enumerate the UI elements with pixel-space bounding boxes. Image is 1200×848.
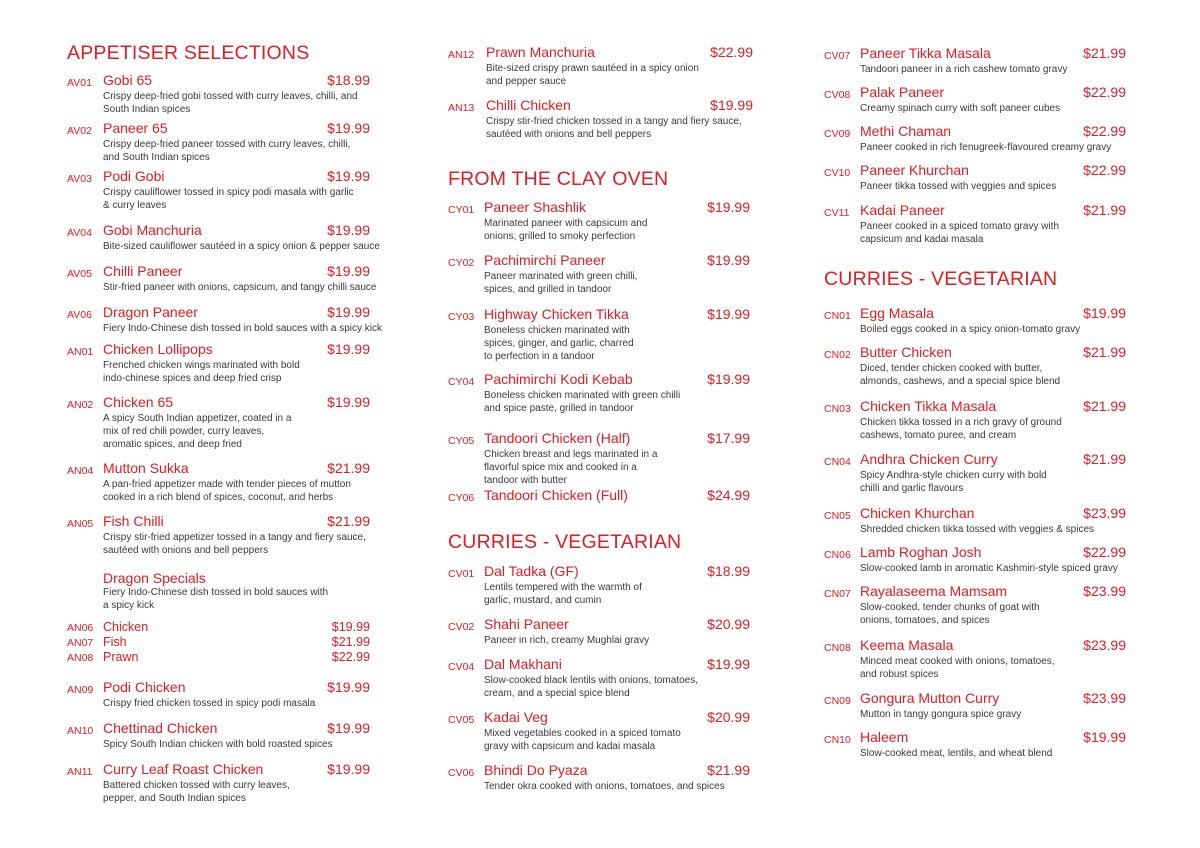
item-price: $21.99 <box>707 762 750 778</box>
item-description: Crispy fried chicken tossed in spicy podi masala <box>103 698 316 709</box>
item-price: $19.99 <box>707 199 750 215</box>
item-price: $22.99 <box>1083 123 1126 139</box>
item-description: Paneer tikka tossed with veggies and spices <box>860 181 1057 192</box>
item-description: Slow-cooked meat, lentils, and wheat blend <box>860 748 1053 759</box>
item-description: Boiled eggs cooked in a spicy onion-tomato gravy <box>860 324 1081 335</box>
item-description: Boneless chicken marinated with spices, ginger, and garlic, charred to perfection in a tandoor <box>484 325 634 362</box>
item-code: CN04 <box>824 456 851 468</box>
item-code: CN06 <box>824 549 851 561</box>
item-name: Prawn <box>103 650 139 664</box>
item-price: $23.99 <box>1083 690 1126 706</box>
item-code: AN02 <box>67 399 94 411</box>
item-code: AV03 <box>67 173 92 185</box>
item-description: Paneer in rich, creamy Mughlai gravy <box>484 635 650 646</box>
item-price: $24.99 <box>707 487 750 503</box>
item-price: $21.99 <box>1083 202 1126 218</box>
item-price: $19.99 <box>331 620 370 634</box>
item-description: Stir-fried paneer with onions, capsicum, and tangy chilli sauce <box>103 282 377 293</box>
item-price: $22.99 <box>1083 162 1126 178</box>
item-name: Prawn Manchuria <box>486 44 595 60</box>
item-price: $20.99 <box>707 709 750 725</box>
item-code: AV06 <box>67 309 92 321</box>
item-code: CV11 <box>824 207 850 219</box>
item-name: Dal Tadka (GF) <box>484 563 579 579</box>
item-price: $21.99 <box>327 460 370 476</box>
item-name: Paneer Tikka Masala <box>860 45 991 61</box>
item-code: CN09 <box>824 695 851 707</box>
item-description: Diced, tender chicken cooked with butter, almonds, cashews, and a special spice blend <box>860 363 1061 387</box>
item-code: AN11 <box>67 766 93 778</box>
item-name: Chicken Lollipops <box>103 341 213 357</box>
item-code: CN02 <box>824 349 851 361</box>
item-code: CV09 <box>824 128 851 140</box>
item-description: Crispy deep-fried paneer tossed with curry leaves, chilli, and South Indian spices <box>103 139 351 163</box>
item-name: Paneer Shashlik <box>484 199 586 215</box>
item-price: $19.99 <box>327 720 370 736</box>
item-description: Paneer cooked in a spiced tomato gravy with capsicum and kadai masala <box>860 221 1059 245</box>
item-price: $19.99 <box>327 304 370 320</box>
item-price: $21.99 <box>1083 45 1126 61</box>
item-price: $20.99 <box>707 616 750 632</box>
item-description: Crispy deep-fried gobi tossed with curry leaves, chilli, and South Indian spices <box>103 91 358 115</box>
item-description: Paneer marinated with green chilli, spices, and grilled in tandoor <box>484 271 638 295</box>
item-price: $19.99 <box>327 120 370 136</box>
item-price: $19.99 <box>707 656 750 672</box>
item-price: $19.99 <box>707 252 750 268</box>
dragon-specials-description: Fiery Indo-Chinese dish tossed in bold sauces with a spicy kick <box>103 587 329 611</box>
item-name: Chicken Tikka Masala <box>860 398 997 414</box>
item-description: Slow-cooked, tender chunks of goat with onions, tomatoes, and spices <box>860 602 1040 626</box>
item-price: $17.99 <box>707 430 750 446</box>
item-code: CY03 <box>448 311 475 323</box>
item-code: AN06 <box>67 622 94 634</box>
item-description: Fiery Indo-Chinese dish tossed in bold sauces with a spicy kick <box>103 323 383 334</box>
item-description: Tender okra cooked with onions, tomatoes, and spices <box>484 781 725 792</box>
item-price: $19.99 <box>327 341 370 357</box>
item-code: CY06 <box>448 492 475 504</box>
item-price: $18.99 <box>327 72 370 88</box>
item-price: $19.99 <box>327 263 370 279</box>
item-name: Pachimirchi Paneer <box>484 252 606 268</box>
item-price: $19.99 <box>327 761 370 777</box>
item-code: CN03 <box>824 403 851 415</box>
item-description: Crispy cauliflower tossed in spicy podi masala with garlic & curry leaves <box>103 187 354 211</box>
item-price: $19.99 <box>1083 729 1126 745</box>
section-title-appetiser: APPETISER SELECTIONS <box>67 42 310 64</box>
item-price: $18.99 <box>707 563 750 579</box>
item-name: Gongura Mutton Curry <box>860 690 1000 706</box>
item-name: Palak Paneer <box>860 84 945 100</box>
item-name: Haleem <box>860 729 909 745</box>
item-description: Battered chicken tossed with curry leaves, pepper, and South Indian spices <box>103 780 290 804</box>
item-name: Kadai Veg <box>484 709 548 725</box>
item-code: CN10 <box>824 734 851 746</box>
item-code: AV02 <box>67 125 92 137</box>
dragon-special-row <box>67 620 387 636</box>
item-code: CV01 <box>448 568 475 580</box>
item-code: CN05 <box>824 510 851 522</box>
item-name: Chicken Khurchan <box>860 505 975 521</box>
item-name: Chilli Paneer <box>103 263 183 279</box>
item-name: Gobi Manchuria <box>103 222 202 238</box>
item-name: Chilli Chicken <box>486 97 571 113</box>
item-code: AN12 <box>448 49 475 61</box>
dragon-specials-title: Dragon Specials <box>103 570 206 586</box>
item-name: Paneer 65 <box>103 120 168 136</box>
item-description: Mixed vegetables cooked in a spiced tomato gravy with capsicum and kadai masala <box>484 728 681 752</box>
item-name: Dragon Paneer <box>103 304 198 320</box>
item-name: Mutton Sukka <box>103 460 189 476</box>
dragon-special-row <box>67 650 387 666</box>
item-code: AN13 <box>448 102 475 114</box>
item-code: CN07 <box>824 588 851 600</box>
item-price: $23.99 <box>1083 583 1126 599</box>
item-code: AN07 <box>67 637 94 649</box>
item-price: $19.99 <box>327 222 370 238</box>
item-description: Tandoori paneer in a rich cashew tomato gravy <box>860 64 1068 75</box>
item-code: CN08 <box>824 642 851 654</box>
item-description: Frenched chicken wings marinated with bold indo-chinese spices and deep fried crisp <box>103 360 300 384</box>
item-code: CV02 <box>448 621 475 633</box>
item-code: AV05 <box>67 268 92 280</box>
item-description: Bite-sized cauliflower sautéed in a spicy onion & pepper sauce <box>103 241 380 252</box>
item-price: $19.99 <box>707 371 750 387</box>
item-description: Shredded chicken tikka tossed with veggies & spices <box>860 524 1095 535</box>
item-code: CY04 <box>448 376 475 388</box>
item-description: Lentils tempered with the warmth of garlic, mustard, and cumin <box>484 582 642 606</box>
item-code: CY05 <box>448 435 475 447</box>
item-name: Podi Gobi <box>103 168 165 184</box>
item-price: $22.99 <box>331 650 370 664</box>
item-code: AN05 <box>67 518 94 530</box>
item-name: Methi Chaman <box>860 123 952 139</box>
item-description: Boneless chicken marinated with green chilli and spice paste, grilled in tandoor <box>484 390 681 414</box>
item-price: $21.99 <box>327 513 370 529</box>
item-name: Pachimirchi Kodi Kebab <box>484 371 633 387</box>
item-description: Chicken tikka tossed in a rich gravy of ground cashews, tomato puree, and cream <box>860 417 1062 441</box>
item-name: Lamb Roghan Josh <box>860 544 982 560</box>
item-code: CV10 <box>824 167 851 179</box>
item-code: AN08 <box>67 652 94 664</box>
item-description: Crispy stir-fried chicken tossed in a tangy and fiery sauce, sautéed with onions and bell peppers <box>486 116 742 140</box>
item-price: $19.99 <box>327 679 370 695</box>
item-description: Crispy stir-fried appetizer tossed in a tangy and fiery sauce, sautéed with onions and bell peppers <box>103 532 366 556</box>
item-code: CV04 <box>448 661 475 673</box>
item-price: $21.99 <box>1083 451 1126 467</box>
item-code: AN01 <box>67 346 94 358</box>
item-name: Chicken 65 <box>103 394 174 410</box>
item-name: Fish Chilli <box>103 513 164 529</box>
item-price: $23.99 <box>1083 505 1126 521</box>
section-title-curries-vegetarian: CURRIES - VEGETARIAN <box>448 531 682 553</box>
item-price: $19.99 <box>707 306 750 322</box>
item-description: Marinated paneer with capsicum and onions, grilled to smoky perfection <box>484 218 648 242</box>
item-code: CV07 <box>824 50 851 62</box>
item-description: A spicy South Indian appetizer, coated in a mix of red chili powder, curry leaves, aromatic spices, and deep fried <box>103 413 292 450</box>
item-description: Bite-sized crispy prawn sautéed in a spicy onion and pepper sauce <box>486 63 699 87</box>
item-price: $21.99 <box>331 635 370 649</box>
item-price: $19.99 <box>327 394 370 410</box>
item-code: AV04 <box>67 227 92 239</box>
item-code: AN04 <box>67 465 94 477</box>
item-description: Mutton in tangy gongura spice gravy <box>860 709 1022 720</box>
item-name: Chettinad Chicken <box>103 720 218 736</box>
item-price: $19.99 <box>710 97 753 113</box>
item-price: $22.99 <box>1083 544 1126 560</box>
item-name: Egg Masala <box>860 305 934 321</box>
item-description: Paneer cooked in rich fenugreek-flavoured creamy gravy <box>860 142 1112 153</box>
item-description: Spicy Andhra-style chicken curry with bold chilli and garlic flavours <box>860 470 1047 494</box>
item-name: Bhindi Do Pyaza <box>484 762 588 778</box>
item-name: Curry Leaf Roast Chicken <box>103 761 264 777</box>
item-description: Chicken breast and legs marinated in a flavorful spice mix and cooked in a tandoor with butter <box>484 449 658 486</box>
item-code: AN09 <box>67 684 94 696</box>
item-name: Fish <box>103 635 127 649</box>
item-price: $22.99 <box>710 44 753 60</box>
item-price: $22.99 <box>1083 84 1126 100</box>
item-price: $21.99 <box>1083 344 1126 360</box>
item-name: Butter Chicken <box>860 344 952 360</box>
section-title-curries-vegetarian: CURRIES - VEGETARIAN <box>824 268 1058 290</box>
item-name: Rayalaseema Mamsam <box>860 583 1008 599</box>
item-code: CV08 <box>824 89 851 101</box>
item-code: CV06 <box>448 767 475 779</box>
item-name: Tandoori Chicken (Half) <box>484 430 631 446</box>
item-name: Keema Masala <box>860 637 954 653</box>
item-code: CV05 <box>448 714 475 726</box>
item-name: Kadai Paneer <box>860 202 945 218</box>
item-description: Creamy spinach curry with soft paneer cubes <box>860 103 1061 114</box>
item-code: AV01 <box>67 77 92 89</box>
item-name: Paneer Khurchan <box>860 162 969 178</box>
item-description: Minced meat cooked with onions, tomatoes, and robust spices <box>860 656 1055 680</box>
dragon-special-row <box>67 635 387 651</box>
item-description: Slow-cooked lamb in aromatic Kashmiri-style spiced gravy <box>860 563 1118 574</box>
item-description: Slow-cooked black lentils with onions, tomatoes, cream, and a special spice blend <box>484 675 698 699</box>
item-name: Chicken <box>103 620 149 634</box>
item-price: $21.99 <box>1083 398 1126 414</box>
item-price: $23.99 <box>1083 637 1126 653</box>
item-name: Shahi Paneer <box>484 616 569 632</box>
item-code: AN10 <box>67 725 94 737</box>
item-description: Spicy South Indian chicken with bold roasted spices <box>103 739 333 750</box>
item-name: Podi Chicken <box>103 679 186 695</box>
item-code: CY02 <box>448 257 475 269</box>
item-code: CN01 <box>824 310 851 322</box>
item-name: Gobi 65 <box>103 72 153 88</box>
item-code: CY01 <box>448 204 475 216</box>
item-name: Tandoori Chicken (Full) <box>484 487 628 503</box>
item-price: $19.99 <box>327 168 370 184</box>
item-name: Andhra Chicken Curry <box>860 451 998 467</box>
section-title-clay-oven: FROM THE CLAY OVEN <box>448 168 669 190</box>
item-description: A pan-fried appetizer made with tender pieces of mutton cooked in a rich blend of spices, coconut, and herbs <box>103 479 351 503</box>
item-name: Highway Chicken Tikka <box>484 306 629 322</box>
item-name: Dal Makhani <box>484 656 562 672</box>
item-price: $19.99 <box>1083 305 1126 321</box>
